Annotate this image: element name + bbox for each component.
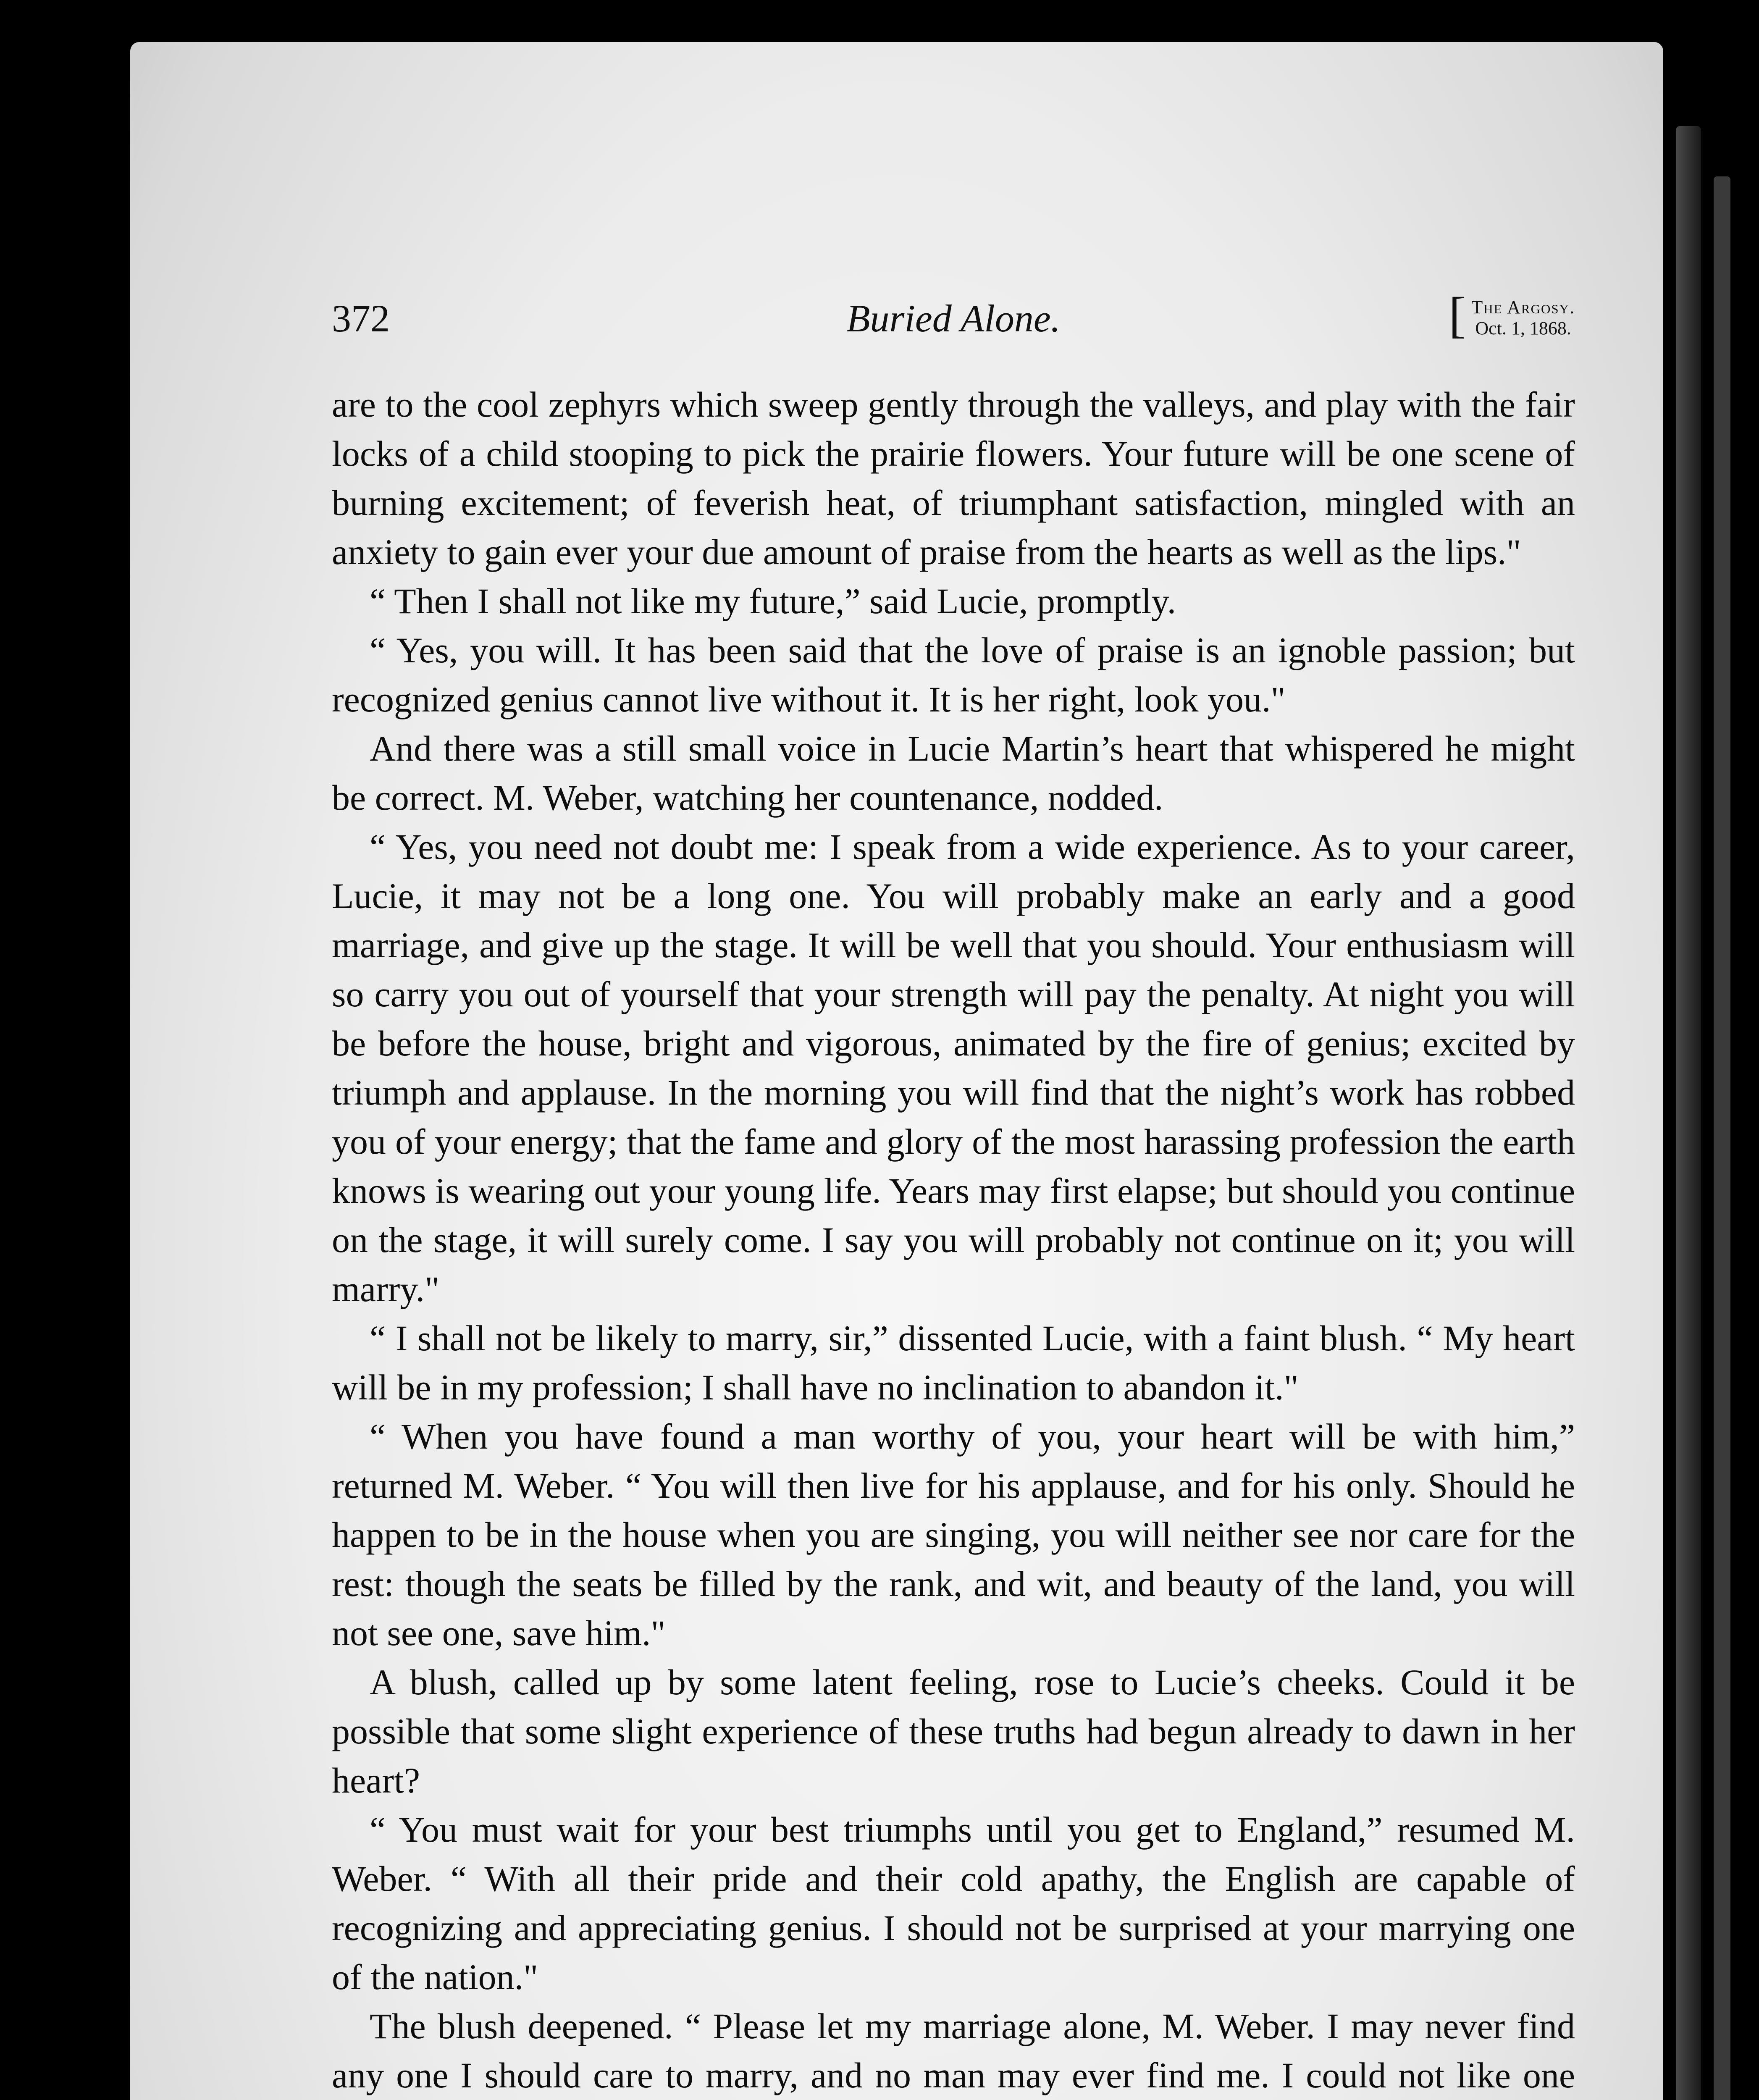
page-header: [332, 287, 1575, 355]
paragraph: “ Yes, you will. It has been said that the love of praise is an ignoble passion; but recognized genius cannot live without it. It is her right, look you.": [332, 630, 1575, 719]
running-title: Buried Alone.: [846, 297, 1061, 340]
paragraph: “ I shall not be likely to marry, sir,” dissented Lucie, with a faint blush. “ My heart will be in my profession; I shall have no inclination to abandon it.": [332, 1318, 1575, 1407]
adjacent-page-edge: [1676, 126, 1701, 2100]
paragraph: The blush deepened. “ Please let my marriage alone, M. Weber. I may never find any one I should care to marry, and no man may ever find me. I could not like one: [332, 2006, 1575, 2095]
issue-lines: [1471, 297, 1575, 339]
magazine-name: The Argosy.: [1471, 297, 1575, 318]
paragraph: A blush, called up by some latent feeling, rose to Lucie’s cheeks. Could it be possible that some slight experience of these truths had begun already to dawn in her heart?: [332, 1662, 1575, 1801]
paragraph: And there was a still small voice in Lucie Martin’s heart that whispered he might be correct. M. Weber, watching her countenance, nodded.: [332, 728, 1575, 818]
issue-date: Oct. 1, 1868.: [1475, 318, 1571, 339]
paragraph: are to the cool zephyrs which sweep gently through the valleys, and play with the fair locks of a child stooping to pick the prairie flowers. Your future will be one scene of burning excitement; of feverish heat, of triumphant satisfaction, mingled with an anxiety to gain ever your due amount of praise from the hearts as well as the lips.": [332, 384, 1575, 572]
paragraph: “ You must wait for your best triumphs until you get to England,” resumed M. Weber. “ With all their pride and their cold apathy, the English are capable of recognizing and appreciating genius. I should not be surprised at your marrying one of the nation.": [332, 1809, 1575, 1997]
paragraph: “ When you have found a man worthy of you, your heart will be with him,” returned M. Weber. “ You will then live for his applause, and for his only. Should he happen to be in the house when you are singing, you will neither see nor care for the rest: though the seats be filled by the rank, and wit, and beauty of the land, you will not see one, save him.": [332, 1416, 1575, 1653]
body-text: [332, 380, 1575, 2100]
page-number: 372: [332, 297, 390, 340]
book-spine-edge: [1714, 176, 1730, 2100]
issue-reference: [1449, 287, 1575, 343]
paragraph: “ Then I shall not like my future,” said Lucie, promptly.: [370, 581, 1176, 621]
paragraph: “ Yes, you need not doubt me: I speak from a wide experience. As to your career, Lucie, it may not be a long one. You will probably make an early and a good marriage, and give up the stage. It will be well that you should. Your enthusiasm will so carry you out of yourself that your strength will pay the penalty. At night you will be before the house, bright and vigorous, animated by the fire of genius; excited by triumph and applause. In the morning you will find that the night’s work has robbed you of your energy; that the fame and glory of the most harassing profession the earth knows is wearing out your young life. Years may first elapse; but should you continue on the stage, it will surely come. I say you will probably not continue on it; you will marry.": [332, 827, 1575, 1309]
bracket-mark: [: [1449, 287, 1466, 343]
